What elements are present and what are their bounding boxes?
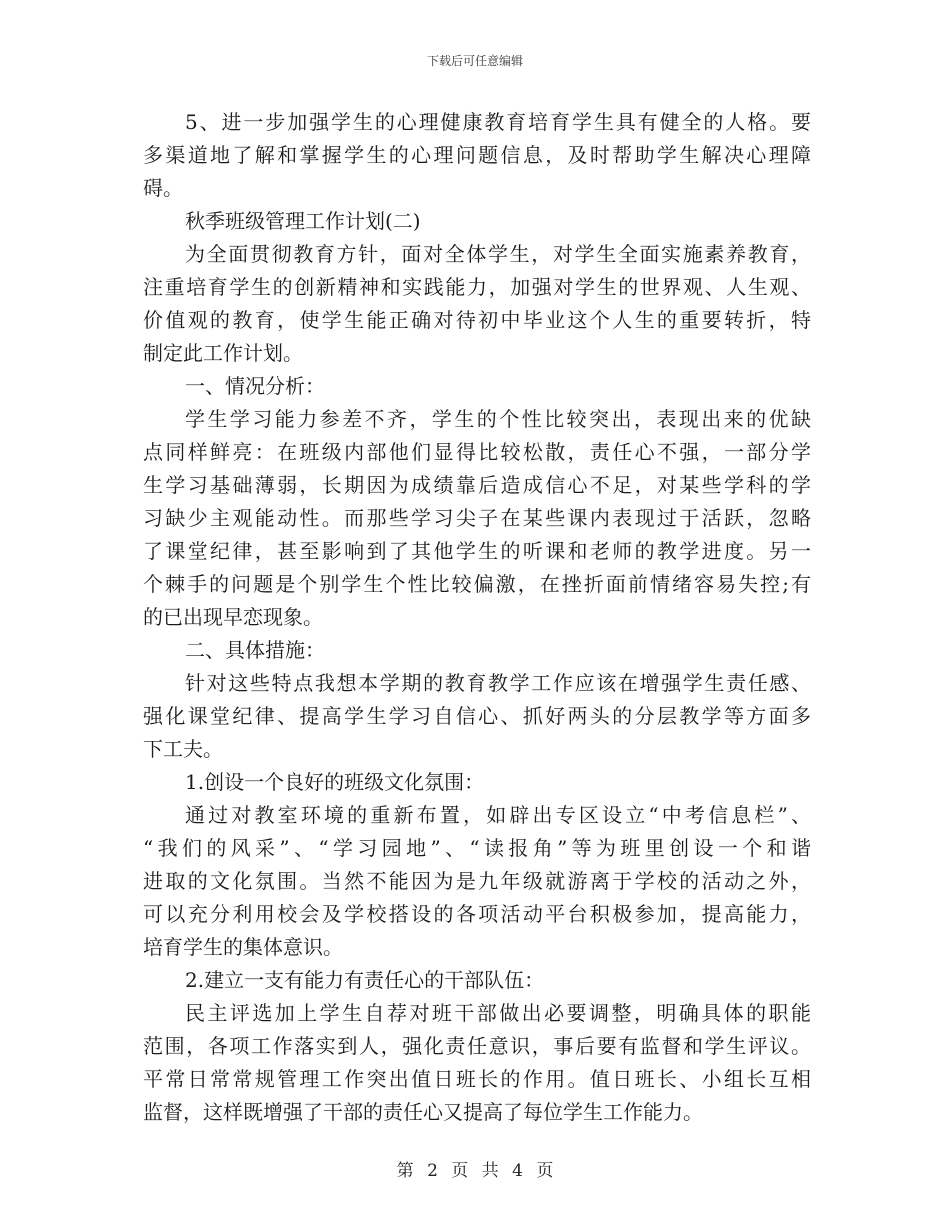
text-line: 平常日常常规管理工作突出值日班长的作用。值日班长、小组长互相 xyxy=(143,1067,811,1091)
text-line: 一、情况分析： xyxy=(185,374,325,398)
text-line: 下工夫。 xyxy=(143,737,223,761)
text-line: 为全面贯彻教育方针，面对全体学生，对学生全面实施素养教育， xyxy=(185,242,811,266)
text-line: 个棘手的问题是个别学生个性比较偏激，在挫折面前情绪容易失控;有 xyxy=(143,572,811,596)
text-line: 制定此工作计划。 xyxy=(143,341,303,365)
text-line: 多渠道地了解和掌握学生的心理问题信息，及时帮助学生解决心理障 xyxy=(143,143,811,167)
text-line: 二、具体措施： xyxy=(185,638,325,662)
text-line: 1.创设一个良好的班级文化氛围： xyxy=(185,770,485,794)
text-line: 培育学生的集体意识。 xyxy=(143,935,343,959)
footer-total-prefix: 共 xyxy=(481,1161,499,1181)
document-body xyxy=(143,106,811,1129)
text-line: 生学习基础薄弱，长期因为成绩靠后造成信心不足，对某些学科的学 xyxy=(143,473,811,497)
footer-page-unit: 页 xyxy=(451,1161,469,1181)
text-line: 范围，各项工作落实到人，强化责任意识，事后要有监督和学生评议。 xyxy=(143,1034,811,1058)
text-line: 的已出现早恋现象。 xyxy=(143,605,323,629)
text-line: 学生学习能力参差不齐，学生的个性比较突出，表现出来的优缺 xyxy=(185,407,811,431)
text-line: 秋季班级管理工作计划(二) xyxy=(185,209,421,233)
text-line: 点同样鲜亮：在班级内部他们显得比较松散，责任心不强，一部分学 xyxy=(143,440,811,464)
text-line: 针对这些特点我想本学期的教育教学工作应该在增强学生责任感、 xyxy=(185,671,811,695)
footer-total-unit: 页 xyxy=(536,1161,554,1181)
text-line: 5、进一步加强学生的心理健康教育培育学生具有健全的人格。要 xyxy=(185,110,811,134)
text-line: 碍。 xyxy=(143,176,183,200)
text-line: 价值观的教育，使学生能正确对待初中毕业这个人生的重要转折，特 xyxy=(143,308,811,332)
text-line: 注重培育学生的创新精神和实践能力，加强对学生的世界观、人生观、 xyxy=(143,275,811,299)
text-line: 监督，这样既增强了干部的责任心又提高了每位学生工作能力。 xyxy=(143,1100,703,1124)
page-footer xyxy=(0,1156,950,1181)
text-line: 民主评选加上学生自荐对班干部做出必要调整，明确具体的职能 xyxy=(185,1001,811,1025)
text-line: 习缺少主观能动性。而那些学习尖子在某些课内表现过于活跃，忽略 xyxy=(143,506,811,530)
page-header-note: 下载后可任意编辑 xyxy=(426,54,523,68)
text-line: 了课堂纪律，甚至影响到了其他学生的听课和老师的教学进度。另一 xyxy=(143,539,811,563)
text-line: 可以充分利用校会及学校搭设的各项活动平台积极参加，提高能力， xyxy=(143,902,811,926)
footer-current-page: 2 xyxy=(427,1161,438,1181)
text-line: 通过对教室环境的重新布置，如辟出专区设立“中考信息栏”、 xyxy=(185,803,811,827)
footer-total-pages: 4 xyxy=(512,1161,523,1181)
text-line: 强化课堂纪律、提高学生学习自信心、抓好两头的分层教学等方面多 xyxy=(143,704,811,728)
text-line: 进取的文化氛围。当然不能因为是九年级就游离于学校的活动之外， xyxy=(143,869,811,893)
text-line: 2.建立一支有能力有责任心的干部队伍： xyxy=(185,968,545,992)
footer-page-prefix: 第 xyxy=(396,1161,414,1181)
text-line: “我们的风采”、“学习园地”、“读报角”等为班里创设一个和谐 xyxy=(143,836,811,860)
